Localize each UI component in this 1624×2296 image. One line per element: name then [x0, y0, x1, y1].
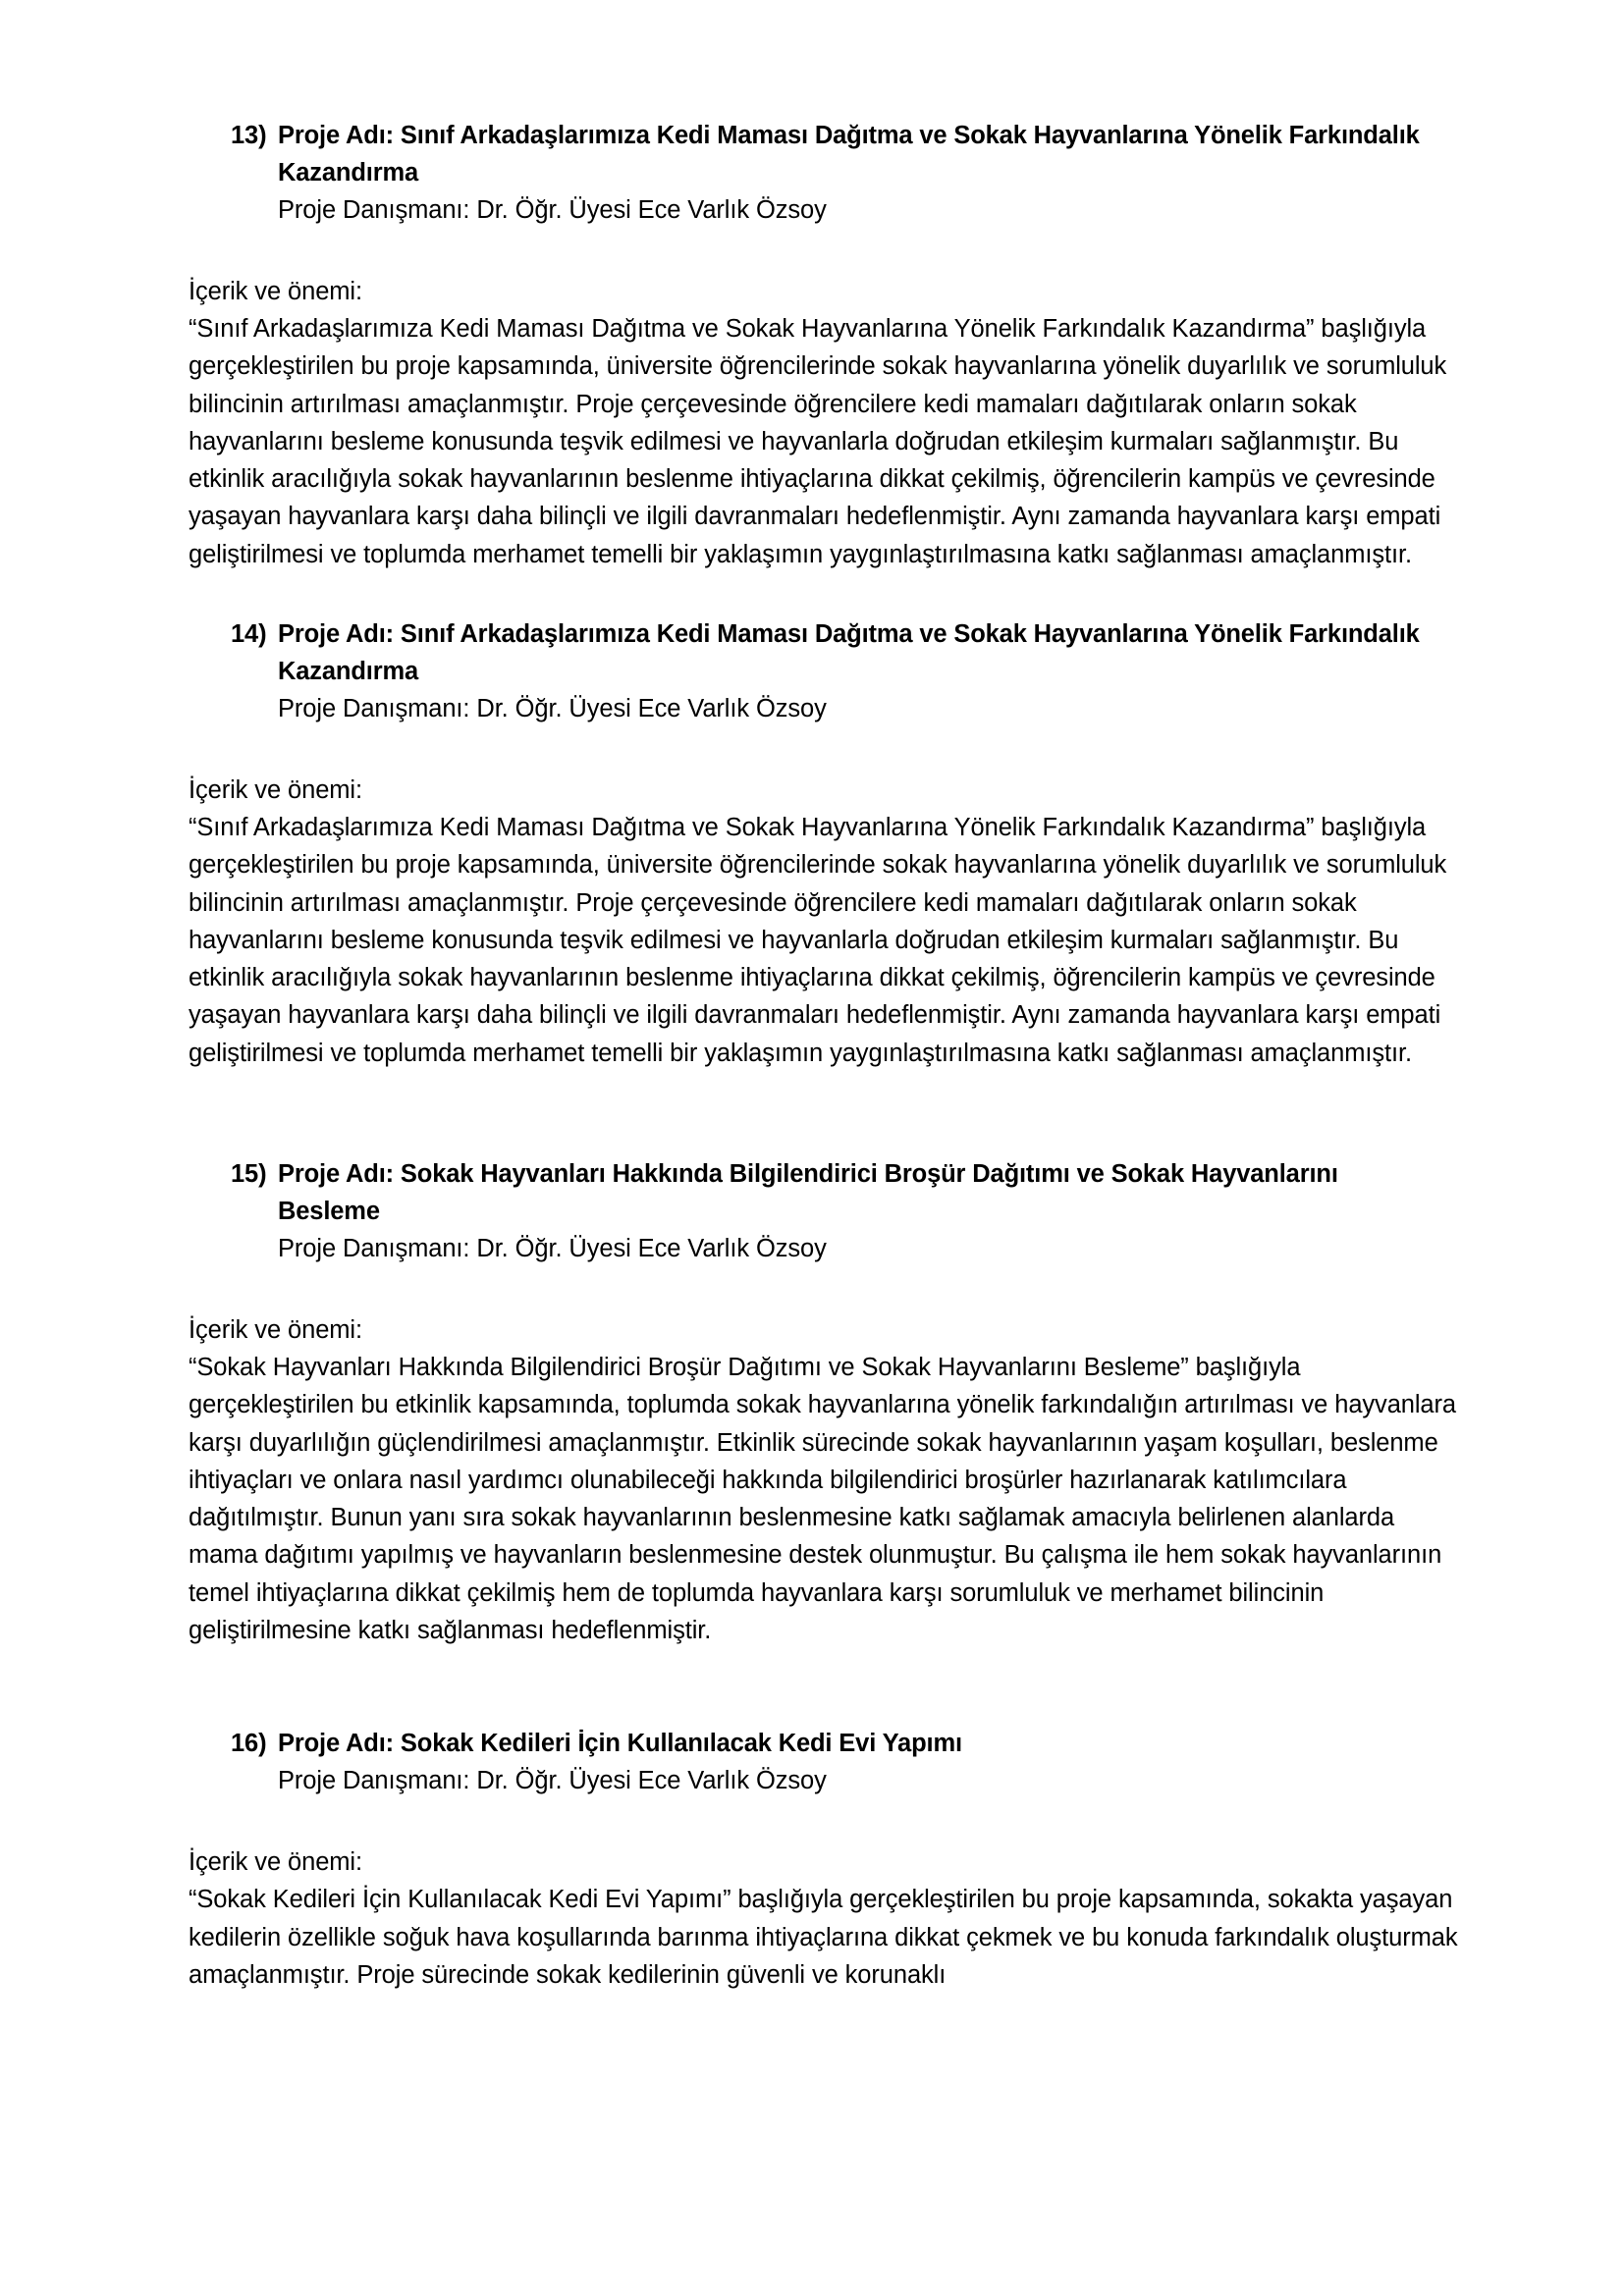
project-title-16: Proje Adı: Sokak Kedileri İçin Kullanılacak Kedi Evi Yapımı: [278, 1730, 962, 1758]
project-title-13: Proje Adı: Sınıf Arkadaşlarımıza Kedi Maması Dağıtma ve Sokak Hayvanlarına Yönelik Farkındalık Kazandırma: [278, 122, 1420, 187]
project-heading-13: [231, 118, 1462, 192]
content-label-13: İçerik ve önemi:: [189, 277, 362, 305]
project-title-14: Proje Adı: Sınıf Arkadaşlarımıza Kedi Maması Dağıtma ve Sokak Hayvanlarına Yönelik Farkındalık Kazandırma: [278, 619, 1420, 685]
content-label-14: İçerik ve önemi:: [189, 775, 362, 804]
project-block-16: [189, 1726, 1462, 1994]
spacer: [189, 728, 1462, 772]
project-block-15: [189, 1156, 1462, 1649]
spacer: [189, 573, 1462, 616]
content-text-16: “Sokak Kedileri İçin Kullanılacak Kedi Evi Yapımı” başlığıyla gerçekleştirilen bu proje kapsamında, sokakta yaşayan kedilerin özellikle soğuk hava koşullarında barınma ihtiyaçlarına dikkat çekmek ve bu konuda farkındalık oluşturmak amaçlanmıştır. Proje sürecinde sokak kedilerinin güvenli ve korunaklı: [189, 1886, 1458, 1989]
content-label-16: İçerik ve önemi:: [189, 1848, 362, 1877]
project-number-16: 16): [231, 1730, 267, 1758]
content-text-15: “Sokak Hayvanları Hakkında Bilgilendirici Broşür Dağıtımı ve Sokak Hayvanlarını Besleme” başlığıyla gerçekleştirilen bu etkinlik kapsamında, toplumda sokak hayvanlarına yönelik farkındalığın artırılması ve hayvanlara karşı duyarlılığın güçlendirilmesi amaçlanmıştır. Etkinlik sürecinde sokak hayvanlarının yaşam koşulları, beslenme ihtiyaçları ve onlara nasıl yardımcı olunabileceği hakkında bilgilendirici broşürler hazırlanarak katılımcılara dağıtılmıştır. Bunun yanı sıra sokak hayvanlarının beslenmesine katkı sağlamak amacıyla belirlenen alanlarda mama dağıtımı yapılmış ve hayvanların beslenmesine destek olunmuştur. Bu çalışma ile hem sokak hayvanlarının temel ihtiyaçlarına dikkat çekilmiş hem de toplumda hayvanlara karşı sorumluluk ve merhamet bilincinin geliştirilmesine katkı sağlanması hedeflenmiştir.: [189, 1354, 1456, 1644]
spacer: [189, 1072, 1462, 1156]
content-label-15: İçerik ve önemi:: [189, 1315, 362, 1344]
project-advisor-13: Proje Danışmanı: Dr. Öğr. Üyesi Ece Varlık Özsoy: [278, 195, 827, 224]
content-text-13: “Sınıf Arkadaşlarımıza Kedi Maması Dağıtma ve Sokak Hayvanlarına Yönelik Farkındalık Kazandırma” başlığıyla gerçekleştirilen bu proje kapsamında, üniversite öğrencilerinde sokak hayvanlarına yönelik duyarlılık ve sorumluluk bilincinin artırılması amaçlanmıştır. Proje çerçevesinde öğrencilere kedi mamaları dağıtılarak onların sokak hayvanlarını besleme konusunda teşvik edilmesi ve hayvanlarla doğrudan etkileşim kurmaları sağlanmıştır. Bu etkinlik aracılığıyla sokak hayvanlarının beslenme ihtiyaçlarına dikkat çekilmiş, öğrencilerin kampüs ve çevresinde yaşayan hayvanlara karşı daha bilinçli ve ilgili davranmaları hedeflenmiştir. Aynı zamanda hayvanlara karşı empati geliştirilmesi ve toplumda merhamet temelli bir yaklaşımın yaygınlaştırılmasına katkı sağlanması amaçlanmıştır.: [189, 315, 1447, 568]
spacer: [189, 1800, 1462, 1843]
project-heading-16: [231, 1726, 1462, 1763]
project-advisor-15: Proje Danışmanı: Dr. Öğr. Üyesi Ece Varlık Özsoy: [278, 1234, 827, 1262]
project-number-14: 14): [231, 619, 267, 648]
project-heading-15: [231, 1156, 1462, 1231]
project-title-15: Proje Adı: Sokak Hayvanları Hakkında Bilgilendirici Broşür Dağıtımı ve Sokak Hayvanlarını Besleme: [278, 1159, 1338, 1225]
project-number-13: 13): [231, 122, 267, 149]
content-text-14: “Sınıf Arkadaşlarımıza Kedi Maması Dağıtma ve Sokak Hayvanlarına Yönelik Farkındalık Kazandırma” başlığıyla gerçekleştirilen bu proje kapsamında, üniversite öğrencilerinde sokak hayvanlarına yönelik duyarlılık ve sorumluluk bilincinin artırılması amaçlanmıştır. Proje çerçevesinde öğrencilere kedi mamaları dağıtılarak onların sokak hayvanlarını besleme konusunda teşvik edilmesi ve hayvanlarla doğrudan etkileşim kurmaları sağlanmıştır. Bu etkinlik aracılığıyla sokak hayvanlarının beslenme ihtiyaçlarına dikkat çekilmiş, öğrencilerin kampüs ve çevresinde yaşayan hayvanlara karşı daha bilinçli ve ilgili davranmaları hedeflenmiştir. Aynı zamanda hayvanlara karşı empati geliştirilmesi ve toplumda merhamet temelli bir yaklaşımın yaygınlaştırılmasına katkı sağlanması amaçlanmıştır.: [189, 814, 1447, 1067]
spacer: [189, 230, 1462, 273]
project-block-13: [189, 118, 1462, 573]
project-number-15: 15): [231, 1159, 267, 1188]
project-advisor-14: Proje Danışmanı: Dr. Öğr. Üyesi Ece Varlık Özsoy: [278, 694, 827, 722]
project-block-14: [189, 616, 1462, 1072]
document-body: [189, 118, 1462, 1994]
project-advisor-16: Proje Danışmanı: Dr. Öğr. Üyesi Ece Varlık Özsoy: [278, 1767, 827, 1795]
spacer: [189, 1268, 1462, 1311]
spacer: [189, 1649, 1462, 1726]
project-heading-14: [231, 616, 1462, 691]
